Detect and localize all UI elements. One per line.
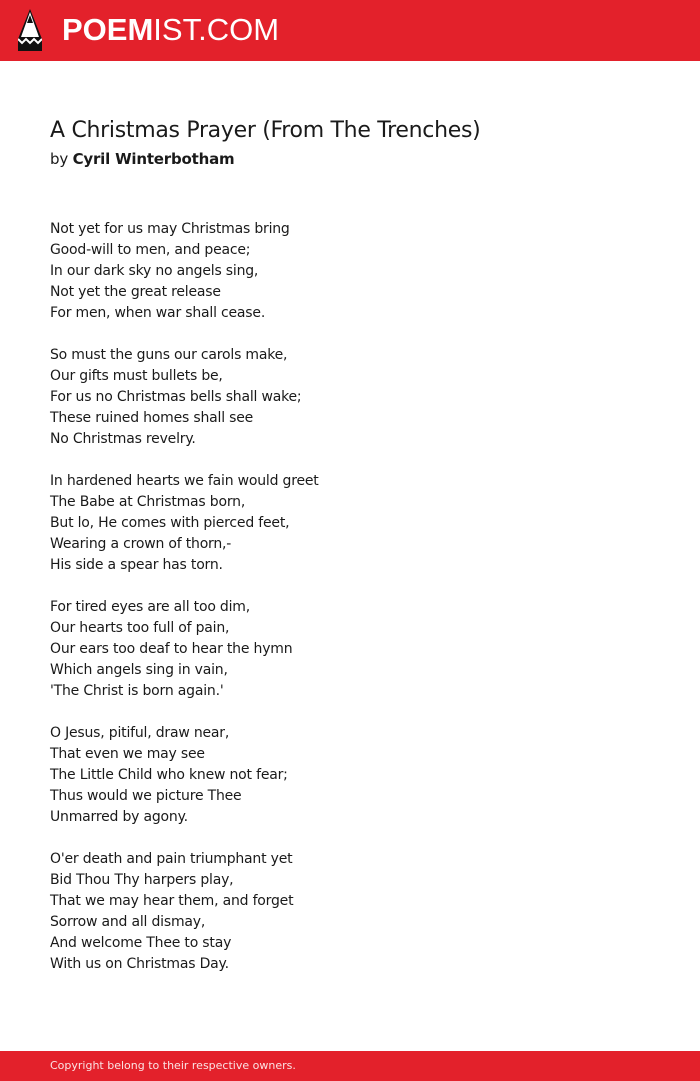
poem-line: For us no Christmas bells shall wake; (50, 389, 302, 405)
poem-title: A Christmas Prayer (From The Trenches) (50, 118, 481, 143)
poem-line: These ruined homes shall see (50, 410, 254, 426)
stanza (50, 849, 319, 975)
poem-line: But lo, He comes with pierced feet, (50, 515, 290, 531)
poem-line: Our gifts must bullets be, (50, 368, 223, 384)
poem-line: Sorrow and all dismay, (50, 914, 206, 930)
site-header (0, 0, 700, 61)
poem-line: Wearing a crown of thorn,- (50, 536, 232, 552)
poem-line: The Little Child who knew not fear; (50, 767, 288, 783)
poem-line: In hardened hearts we fain would greet (50, 473, 319, 489)
poem-line: So must the guns our carols make, (50, 347, 288, 363)
poem-line: O'er death and pain triumphant yet (50, 851, 293, 867)
poem-line: Our hearts too full of pain, (50, 620, 230, 636)
by-label: by (50, 150, 68, 168)
poem-line: Good-will to men, and peace; (50, 242, 251, 258)
poem-line: Not yet the great release (50, 284, 221, 300)
poem-line: Thus would we picture Thee (50, 788, 242, 804)
poem-line: In our dark sky no angels sing, (50, 263, 259, 279)
poem-line: The Babe at Christmas born, (50, 494, 246, 510)
poem-line: His side a spear has torn. (50, 557, 223, 573)
stanza (50, 597, 319, 702)
stanza (50, 471, 319, 576)
poem-line: That even we may see (50, 746, 205, 762)
poem-line: For men, when war shall cease. (50, 305, 266, 321)
poem-line: Which angels sing in vain, (50, 662, 228, 678)
pencil-icon (18, 9, 42, 51)
logo-bold-text: POEM (62, 12, 154, 47)
poem-author: Cyril Winterbotham (72, 150, 235, 168)
site-footer (0, 1051, 700, 1081)
poem-line: O Jesus, pitiful, draw near, (50, 725, 230, 741)
poem-byline (50, 149, 234, 169)
poem-line: Unmarred by agony. (50, 809, 188, 825)
poem-line: No Christmas revelry. (50, 431, 196, 447)
poem-line: Our ears too deaf to hear the hymn (50, 641, 293, 657)
poem-line: Not yet for us may Christmas bring (50, 221, 290, 237)
poem-line: 'The Christ is born again.' (50, 683, 224, 699)
poem-body (50, 219, 319, 996)
poem-line: That we may hear them, and forget (50, 893, 294, 909)
copyright-notice: Copyright belong to their respective owners. (50, 1059, 296, 1072)
logo-light-text: IST.COM (153, 12, 280, 47)
poem-line: Bid Thou Thy harpers play, (50, 872, 234, 888)
poem-line: And welcome Thee to stay (50, 935, 232, 951)
stanza (50, 345, 319, 450)
poem-line: With us on Christmas Day. (50, 956, 229, 972)
stanza (50, 723, 319, 828)
stanza (50, 219, 319, 324)
poem-line: For tired eyes are all too dim, (50, 599, 250, 615)
site-logo[interactable] (62, 12, 279, 48)
